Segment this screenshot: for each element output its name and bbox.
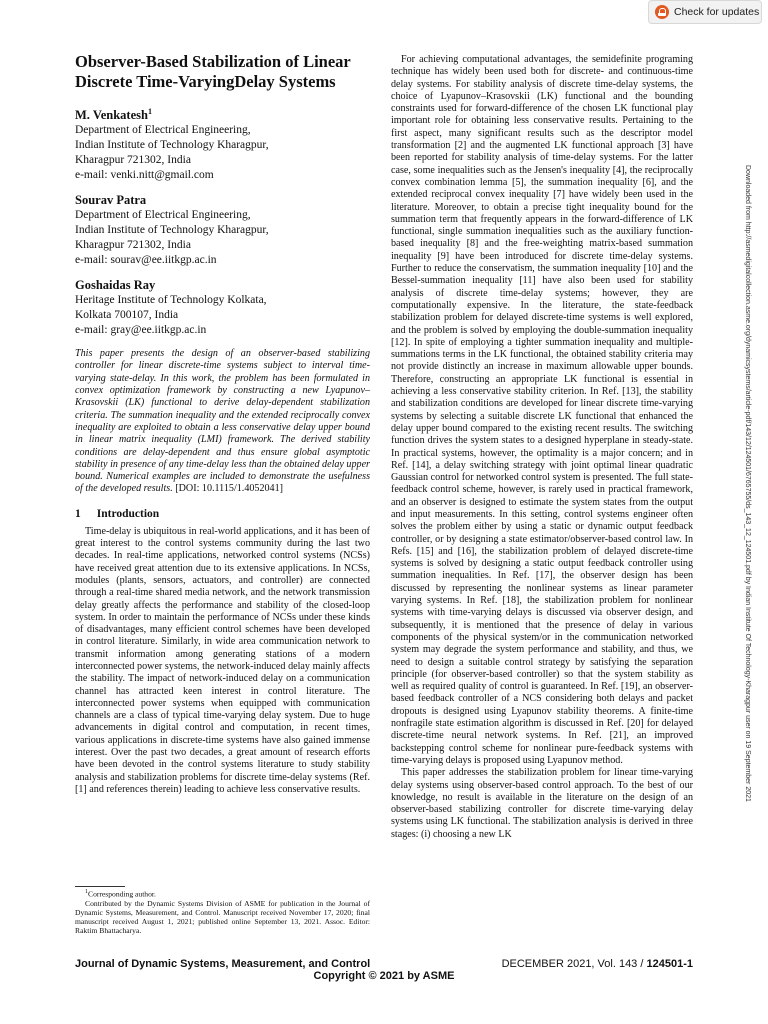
author-email: e-mail: gray@ee.iitkgp.ac.in (75, 324, 207, 337)
author-name: Goshaidas Ray (75, 278, 156, 293)
download-watermark: Downloaded from http://asmedigitalcollection.asme.org/dynamicsystems/article-pdf/143/12/124501/6765755/ds_143_12_124501.pdf by Indian Institute Of Technology-Kharagpur user on 19 September 2021 (744, 165, 751, 802)
author-affiliation: Department of Electrical Engineering, Indian Institute of Technology Kharagpur, Kharagpur 721302, India e-mail: sourav@ee.iitkgp.ac.in (75, 208, 370, 268)
intro-paragraph: Time-delay is ubiquitous in real-world applications, and it has been of great interest to the control systems community during the last two decades. In real-time applications, networked control systems (NCSs) have received great attention due to its extensive applications. In NCSs, modules (plants, sensors, actuators, and controller) are connected through a real-time shared media network, and the network transmission delay greatly affects the performance and stability of the closed-loop system. In order to maintain the performance of NCSs under these kinds of disadvantages, many efficient control schemes have been developed in control literature. Similarly, in wide area communication network to transmit information among generating stations of a modern interconnected power systems, the network-induced delay mainly affects the stability. The impact of network-induced delay on a communication channel has attracted keen interest in control literature. The interconnected power systems when equipped with communication channels are a class of typical time-varying delay system. Due to huge advancements in digital control and computation, in recent times, various applications in discrete-time systems have also gained immense interest. Over the past two decades, a great amount of research efforts have been devoted in the control systems literature to study stability analysis and stabilization problems for discrete time-delay systems (Ref. [1] and references therein) leading to achieve less conservative results. (75, 525, 370, 795)
author-name: Sourav Patra (75, 193, 147, 208)
footnote-divider (75, 886, 125, 887)
paper-title: Observer-Based Stabilization of Linear Discrete Time-VaryingDelay Systems (75, 52, 351, 91)
author-name: M. Venkatesh$^1$ (75, 107, 152, 123)
journal-name: Journal of Dynamic Systems, Measurement, and Control (75, 958, 371, 970)
author-email: e-mail: venki.nitt@gmail.com (75, 169, 214, 182)
author-email: e-mail: sourav@ee.iitkgp.ac.in (75, 254, 217, 267)
section-heading: 1 Introduction (75, 507, 160, 520)
author-affiliation: Heritage Institute of Technology Kolkata, Kolkata 700107, India e-mail: gray@ee.iitkgp.ac.in (75, 293, 370, 338)
footnotes: $^1$Corresponding author. Contributed by the Dynamic Systems Division of ASME for publication in the Journal of Dynamic Systems, Measurement, and Control. Manuscript received November 17, 2020; final manuscript received August 1, 2021; published online September 13, 2021. Assoc. Editor: Raktim Bhattacharya. (75, 889, 370, 936)
doi-link[interactable]: [DOI: 10.1115/1.4052041] (175, 483, 284, 495)
page-number: 124501-1 (646, 958, 693, 970)
left-column (75, 52, 370, 796)
issue-info: DECEMBER 2021, Vol. 143 / 124501-1 (501, 958, 693, 970)
crossmark-icon (655, 5, 669, 19)
check-for-updates-button[interactable] (648, 0, 762, 24)
body-paragraph: For achieving computational advantages, the semidefinite programing technique has widely been used both for discrete- and continuous-time delay systems. For stability analysis of discrete time-delay systems, the choice of Lyapunov–Krasovskii (LK) functional and the bounding constraints used for forward-difference of the chosen LK functional play important role for obtaining less conservative results. Pertaining to the first aspect, many significant results such as the descriptor model transformation [2] and the augmented LK functional approach [3] have been reported for stability analysis of time-delay systems. For the latter case, some inequalities such as the Jensen's inequality [4], the reciprocally convex combination lemma [5], the summation inequality [6], and the extended reciprocal convex inequality [7] have widely been used in the literature. Moreover, to obtain a precise tight inequality bound for the summation term that frequently appears in the forward-difference of LK functional, single summation inequalities such as the auxiliary function-based inequality [8] and the free-weighting matrix-based summation inequality [9] have been introduced for discrete time-delay systems. Further to reduce the conservatism, the summation inequality [10] and the Bessel-summation inequality [11] have also been used for stability analysis of discrete time-delay systems; however, they are computationally expensive. In the literature, the state-feedback stabilization problem for delayed discrete-time systems is well explored, and the problem is solved by employing the double-summation inequality [12]. In spite of employing a tighter summation inequality and multiple-summations terms in the LK functional, the obtained stability criteria may not provide distinctly an increase in maximum allowable upper bounds. Therefore, constructing an appropriate LK functional is essential in achieving a less conservative stability criterion. In Ref. [13], the stability and stabilization conditions are developed for linear discrete time-varying systems by selecting a suitable discrete LK functional that enhanced the delay upper bound compared to the existing recent results. The switching function drives the system states to a designed hyperplane in steady-state. In practical systems, however, the optimality is a major concern; and in Ref. [14], a delay switching strategy with joint optimal linear quadratic Gaussian control for networked control system is presented. The full state-feedback control scheme, however, is rarely used in practical framework, and an observer is designed to estimate the system states from the output and input measurements. In this setting, control systems engineer often solves the problem either by using a static or dynamic output feedback controller, or by designing a state estimator/observer-based control law. In Refs. [15] and [16], the stabilization problem of delayed discrete-time systems is solved by designing a static output feedback controller using summation inequalities. In Ref. [17], the observer design has been discussed by representing the nonlinear systems as linear parameter varying systems. In Ref. [18], the stabilization problem for nonlinear systems with time-varying delays is discussed via observer design, and subsequently, it is mentioned that the presence of delay in various components of the physical system/or in the communication networked system may degrade the system performance and stability, and thus, we need to design a suitable control strategy by satisfying the separation principle (for observer-based controller) so that the system stability as well as required quality of control is guaranteed. In Ref. [19], an observer-based feedback controller of a NCS considering both delays and packet dropouts is designed using Lyapunov stability theorems. A finite-time nonfragile state estimation algorithm is discussed in Ref. [20] for delayed discrete-time neural network systems. In Ref. [21], an improved backstepping control scheme for nonlinear pure-feedback systems with time-varying delays is proposed using Lyapunov method. (391, 54, 693, 766)
author-affiliation: Department of Electrical Engineering, Indian Institute of Technology Kharagpur, Kharagpur 721302, India e-mail: venki.nitt@gmail.com (75, 123, 370, 183)
body-paragraph: This paper addresses the stabilization problem for linear time-varying delay systems using observer-based control approach. To the best of our knowledge, no result is available in the literature on the design of an observer-based stabilizing controller for discrete time-varying delay systems using LK functional. The stabilization analysis is derived in three stages: (i) choosing a new LK (391, 767, 693, 840)
copyright: Copyright © 2021 by ASME (313, 970, 455, 982)
abstract: This paper presents the design of an observer-based stabilizing controller for linear discrete-time systems subject to interval time-varying state-delay. In this work, the problem has been formulated in convex optimization framework by constructing a new Lyapunov–Krasovskii (LK) functional to derive delay-dependent stabilization criteria. The summation inequality and the extended reciprocally convex inequality are exploited to obtain a less conservative delay upper bound in linear matrix inequality (LMI) framework. The derived stability conditions are delay-dependent and thus ensure global asymptotic stability in presence of any time-delay less than the obtained delay upper bound. Numerical examples are included to demonstrate the usefulness of the developed results. [DOI: 10.1115/1.4052041] (75, 348, 370, 495)
corresponding-mark: 1 (147, 107, 152, 116)
right-column (391, 54, 693, 841)
check-for-updates-label: Check for updates (674, 6, 760, 18)
